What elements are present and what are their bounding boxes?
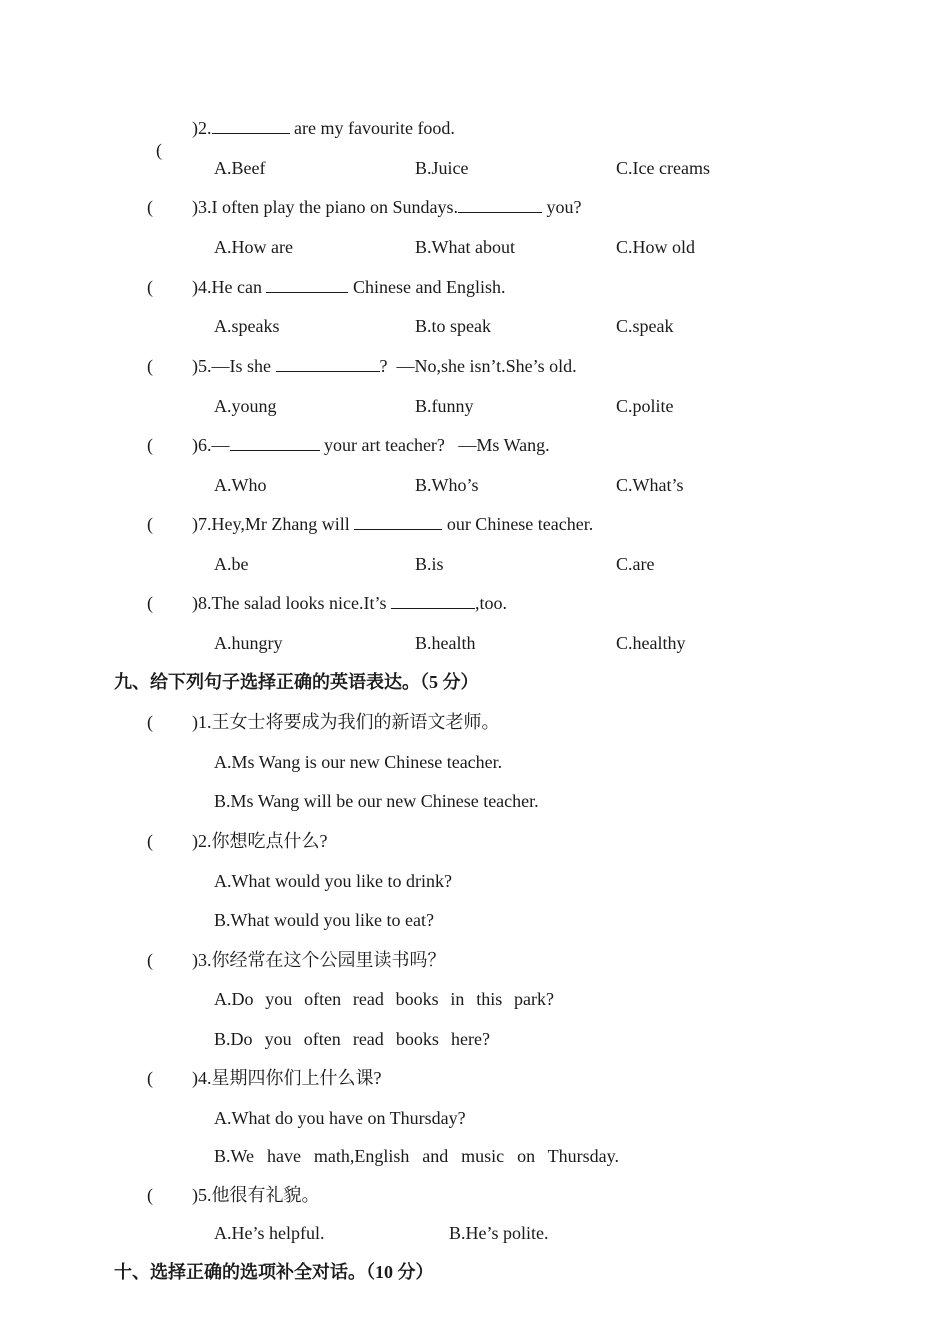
option-b: B.Ms Wang will be our new Chinese teacher. [214, 791, 539, 811]
q8-2 [147, 117, 162, 161]
option-b: B.is [415, 554, 444, 574]
answer-paren: ( [156, 140, 162, 160]
question-number: )1. [192, 712, 212, 732]
answer-blank [458, 196, 542, 213]
answer-blank [354, 513, 442, 530]
option-a: A.Beef [214, 158, 266, 178]
option-c: C.How old [616, 237, 696, 257]
section-10-heading: 十、选择正确的选项补全对话。（10 分） [114, 1262, 434, 1282]
option-b: B.What about [415, 237, 515, 257]
option-a: A.Do you often read books in this park? [214, 989, 554, 1009]
q8-4-text: )4.He can Chinese and English. [192, 277, 506, 297]
option-b: B.What would you like to eat? [214, 910, 434, 930]
option-b: B.health [415, 633, 476, 653]
q9-3-text: )3.你经常在这个公园里读书吗？ [192, 950, 446, 970]
option-a: A.How are [214, 237, 293, 257]
option-c: C.healthy [616, 633, 686, 653]
option-a: A.Who [214, 475, 267, 495]
option-b: B.Who’s [415, 475, 479, 495]
question-number: )8. [192, 593, 212, 613]
question-number: )7. [192, 514, 212, 534]
q8-3-text: )3.I often play the piano on Sundays. you? [192, 197, 582, 217]
answer-paren: ( [147, 1068, 153, 1088]
option-a: A.What would you like to drink? [214, 871, 452, 891]
option-b: B.Juice [415, 158, 469, 178]
answer-paren: ( [147, 712, 153, 732]
answer-paren: ( [147, 831, 153, 851]
answer-paren: ( [147, 356, 153, 376]
answer-paren: ( [147, 277, 153, 297]
answer-blank [230, 434, 320, 451]
option-c: C.What’s [616, 475, 684, 495]
q8-2-text: )2. are my favourite food. [192, 118, 455, 138]
section-9-heading: 九、给下列句子选择正确的英语表达。（5 分） [114, 672, 479, 692]
question-number: )3. [192, 197, 212, 217]
q8-5-text: )5.—Is she ? —No,she isn’t.She’s old. [192, 356, 577, 376]
q8-6-text: )6.— your art teacher? —Ms Wang. [192, 435, 550, 455]
question-number: )6. [192, 435, 212, 455]
answer-paren: ( [147, 950, 153, 970]
answer-blank [276, 355, 380, 372]
question-number: )5. [192, 1185, 212, 1205]
option-a: A.What do you have on Thursday? [214, 1108, 466, 1128]
option-b: B.Do you often read books here? [214, 1029, 490, 1049]
answer-blank [212, 117, 290, 134]
answer-blank [266, 276, 348, 293]
q9-4-text: )4.星期四你们上什么课? [192, 1068, 382, 1088]
answer-paren: ( [147, 435, 153, 455]
question-number: )5. [192, 356, 212, 376]
option-b: B.funny [415, 396, 474, 416]
option-c: C.speak [616, 316, 674, 336]
answer-paren: ( [147, 1185, 153, 1205]
option-c: C.Ice creams [616, 158, 710, 178]
option-a: A.speaks [214, 316, 280, 336]
q9-2-text: )2.你想吃点什么? [192, 831, 328, 851]
answer-paren: ( [147, 593, 153, 613]
question-number: )4. [192, 1068, 212, 1088]
option-a: A.young [214, 396, 277, 416]
option-a: A.be [214, 554, 249, 574]
answer-paren: ( [147, 514, 153, 534]
answer-paren: ( [147, 197, 153, 217]
option-b: B.He’s polite. [449, 1223, 549, 1243]
question-number: )3. [192, 950, 212, 970]
option-b: B.to speak [415, 316, 491, 336]
option-b: B.We have math,English and music on Thursday. [214, 1146, 619, 1166]
q8-8-text: )8.The salad looks nice.It’s ,too. [192, 593, 507, 613]
option-c: C.are [616, 554, 655, 574]
option-a: A.He’s helpful. [214, 1223, 325, 1243]
answer-blank [391, 592, 475, 609]
question-number: )2. [192, 831, 212, 851]
q9-1-text: )1.王女士将要成为我们的新语文老师。 [192, 712, 500, 732]
option-a: A.hungry [214, 633, 283, 653]
q9-5-text: )5.他很有礼貌。 [192, 1185, 320, 1205]
question-number: )2. [192, 118, 212, 138]
option-a: A.Ms Wang is our new Chinese teacher. [214, 752, 503, 772]
question-number: )4. [192, 277, 212, 297]
q8-7-text: )7.Hey,Mr Zhang will our Chinese teacher. [192, 514, 594, 534]
option-c: C.polite [616, 396, 674, 416]
